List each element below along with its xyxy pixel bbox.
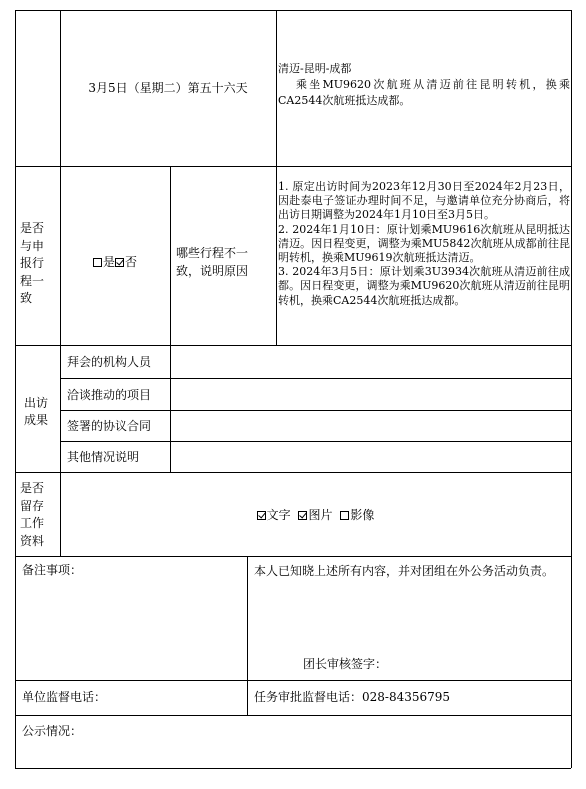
results-row-institutions: 拜会的机构人员 bbox=[67, 355, 152, 369]
materials-label-line: 留存 bbox=[20, 498, 45, 513]
reason-item: 1. 原定出访时间为2023年12月30日至2024年2月23日，因赴泰电子签证办理时间不足，与邀请单位充分协商后，将出访日期调整为2024年1月10日至3月5日。 bbox=[278, 180, 570, 222]
reason-item: 3. 2024年3月5日：原计划乘3U3934次航班从清迈前往成都。因日程变更，调整为乘MU9620次航班从清迈前往昆明转机，换乘CA2544次航班抵达成都。 bbox=[278, 265, 570, 307]
image-checkbox[interactable] bbox=[298, 511, 307, 520]
results-label-line: 出访 bbox=[24, 396, 49, 410]
responsibility-statement: 本人已知晓上述所有内容，并对团组在外公务活动负责。 bbox=[254, 564, 555, 578]
consistency-label-line: 报行 bbox=[20, 256, 45, 270]
col-divider bbox=[247, 556, 248, 715]
table-border-bottom bbox=[15, 768, 571, 769]
consistency-choice bbox=[60, 254, 170, 270]
results-label-line: 成果 bbox=[24, 413, 49, 427]
task-phone bbox=[254, 689, 450, 705]
results-row-other: 其他情况说明 bbox=[67, 450, 140, 464]
materials-options bbox=[60, 507, 571, 523]
no-label: 否 bbox=[125, 255, 138, 269]
row-divider bbox=[15, 715, 571, 716]
text-option-label: 文字 bbox=[266, 508, 291, 522]
col-divider bbox=[170, 166, 171, 345]
reason-label: 哪些行程不一致，说明原因 bbox=[176, 246, 249, 278]
video-option-label: 影像 bbox=[350, 508, 375, 522]
signature-label: 团长审核签字： bbox=[303, 657, 388, 671]
row-divider bbox=[15, 345, 571, 346]
yes-label: 是 bbox=[102, 255, 115, 269]
table-border-left bbox=[15, 10, 16, 768]
unit-phone-label: 单位监督电话： bbox=[22, 690, 107, 704]
publicity-label: 公示情况： bbox=[22, 724, 83, 738]
task-phone-label: 任务审批监督电话： bbox=[254, 690, 363, 704]
materials-label-line: 资料 bbox=[20, 533, 45, 548]
route-description: 乘坐MU9620次航班从清迈前往昆明转机，换乘CA2544次航班抵达成都。 bbox=[278, 78, 570, 107]
row-divider bbox=[15, 680, 571, 681]
row-divider bbox=[60, 378, 571, 379]
table-border-top bbox=[15, 10, 571, 11]
col-divider bbox=[276, 10, 277, 345]
consistency-label-line: 与申 bbox=[20, 238, 45, 253]
image-option-label: 图片 bbox=[308, 508, 333, 522]
materials-label-line: 是否 bbox=[20, 481, 45, 495]
results-row-projects: 洽谈推动的项目 bbox=[67, 388, 152, 402]
remarks-label: 备注事项： bbox=[22, 563, 83, 577]
row-divider bbox=[15, 472, 571, 473]
task-phone-number: 028-84356795 bbox=[362, 690, 451, 704]
results-row-agreements: 签署的协议合同 bbox=[67, 419, 152, 433]
consistency-label-line: 程一 bbox=[20, 273, 45, 288]
materials-label bbox=[20, 480, 44, 550]
consistency-label bbox=[20, 220, 44, 308]
col-divider bbox=[170, 345, 171, 472]
materials-label-line: 工作 bbox=[20, 516, 45, 530]
row-divider bbox=[60, 441, 571, 442]
row-divider bbox=[15, 166, 571, 167]
yes-checkbox[interactable] bbox=[93, 258, 102, 267]
results-label bbox=[24, 395, 48, 429]
consistency-label-line: 是否 bbox=[20, 221, 45, 235]
row-divider bbox=[60, 410, 571, 411]
reasons-list bbox=[278, 180, 570, 308]
route-cell bbox=[278, 61, 570, 109]
video-checkbox[interactable] bbox=[340, 511, 349, 520]
trip-date: 3月5日（星期二）第五十六天 bbox=[88, 81, 248, 95]
row-divider bbox=[15, 556, 571, 557]
table-border-right bbox=[571, 10, 572, 768]
reason-item: 2. 2024年1月10日：原计划乘MU9616次航班从昆明抵达清迈。因日程变更，调整为乘MU5842次航班从成都前往昆明转机，换乘MU9619次航班抵达清迈。 bbox=[278, 222, 570, 265]
text-checkbox[interactable] bbox=[257, 511, 266, 520]
consistency-label-line: 致 bbox=[20, 291, 33, 305]
route-title: 清迈-昆明-成都 bbox=[278, 62, 352, 75]
no-checkbox[interactable] bbox=[115, 258, 124, 267]
